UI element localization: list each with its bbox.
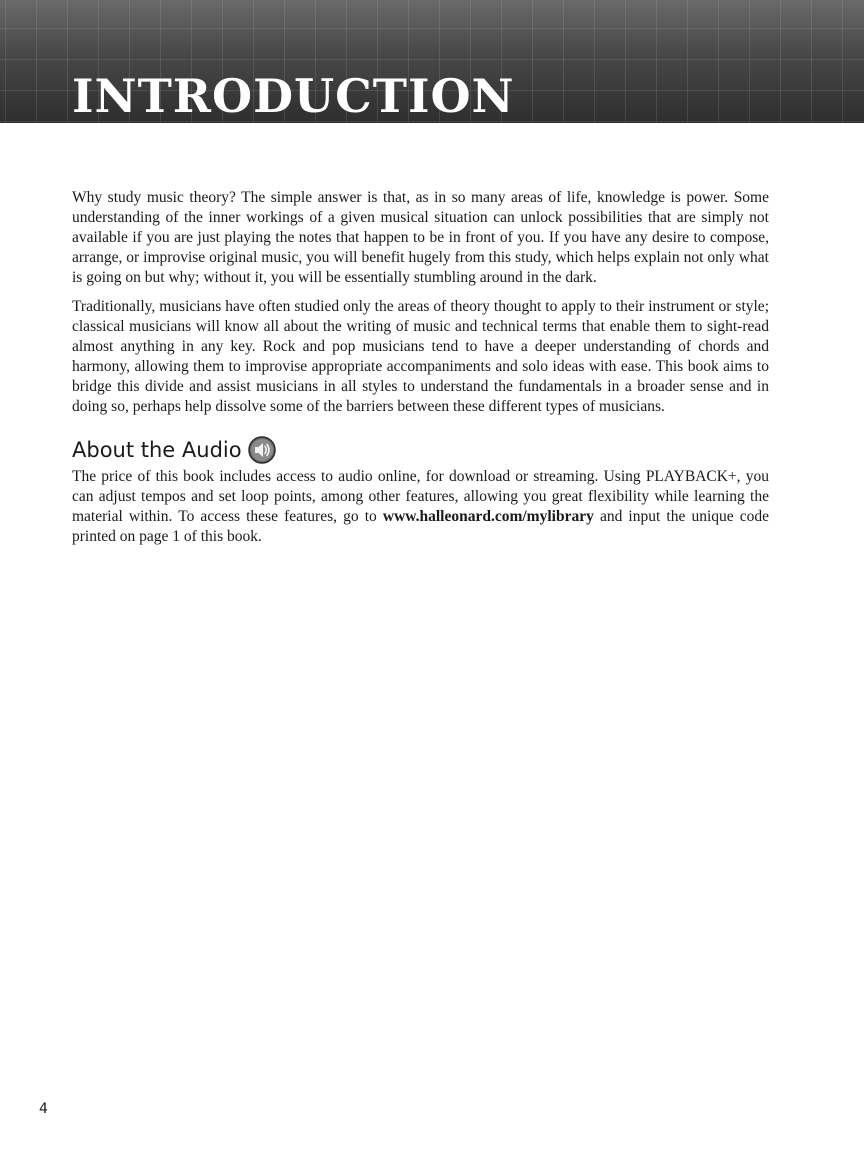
mylibrary-link[interactable]: www.halleonard.com/mylibrary [382,508,594,525]
page-title: INTRODUCTION [72,69,515,123]
audio-paragraph [72,467,769,547]
page-content [72,188,769,556]
audio-text-after-link: and input the unique code printed on page 1 of this book. [72,508,769,545]
audio-text-before-link: The price of this book includes access to audio online, for download or streaming. Using PLAYBACK+, you can adjust tempos and set loop points, among other features, allowing you great flexibility while learning the material within. To access these features, go to [72,468,769,525]
audio-section-heading [72,435,769,465]
intro-paragraph-2: Traditionally, musicians have often studied only the areas of theory thought to apply to their instrument or style; classical musicians will know all about the writing of music and technical terms that enable them to sight-read almost anything in any key. Rock and pop musicians tend to have a deeper understanding of chords and harmony, allowing them to improvise appropriate accompaniments and solo ideas with ease. This book aims to bridge this divide and assist musicians in all styles to understand the fundamentals in a broader sense and in doing so, perhaps help dissolve some of the barriers between these different types of musicians. [72,298,769,415]
speaker-icon [248,436,276,464]
audio-section-title: About the Audio [72,438,242,462]
intro-paragraph-1: Why study music theory? The simple answer is that, as in so many areas of life, knowledge is power. Some understanding of the inner workings of a given musical situation can unlock possibilities that are simply not available if you are just playing the notes that happen to be in front of you. If you have any desire to compose, arrange, or improvise original music, you will benefit hugely from this study, which helps explain not only what is going on but why; without it, you will be essentially stumbling around in the dark. [72,189,769,286]
page-number: 4 [39,1101,48,1117]
header-band [0,0,864,123]
